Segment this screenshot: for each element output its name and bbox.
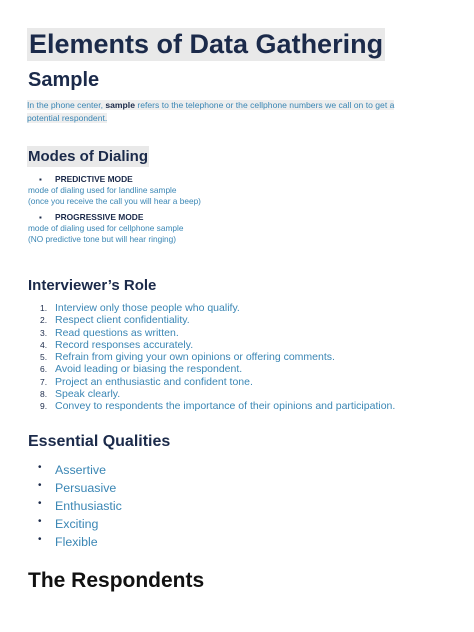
list-text: Refrain from giving your own opinions or offering comments.	[55, 351, 335, 364]
list-item	[28, 338, 448, 350]
list-text: Interview only those people who qualify.	[55, 302, 240, 314]
document-title: Elements of Data Gathering	[29, 29, 384, 59]
interviewer-role-list	[28, 301, 448, 412]
sample-text-after: refers to the telephone or the cellphone numbers we call on to get a potential respondent.	[27, 100, 395, 123]
list-number: 3.	[40, 327, 48, 338]
list-item	[28, 479, 328, 497]
list-item	[28, 515, 328, 533]
list-item	[28, 461, 328, 479]
list-number: 8.	[40, 389, 48, 400]
sample-text-before: In the phone center,	[27, 100, 106, 110]
list-number: 4.	[40, 339, 48, 350]
list-text: Convey to respondents the importance of their opinions and participation.	[55, 400, 396, 413]
list-item	[28, 533, 328, 551]
mode-note: (NO predictive tone but will hear ringing)	[28, 233, 177, 244]
list-item	[28, 375, 448, 387]
list-text: Enthusiastic	[55, 498, 122, 513]
list-text: Flexible	[55, 534, 98, 549]
list-item	[28, 326, 448, 338]
list-text: Exciting	[55, 516, 99, 531]
mode-title: ▪ PROGRESSIVE MODE	[28, 212, 448, 223]
mode-item-predictive	[28, 174, 448, 206]
modes-heading: Modes of Dialing	[28, 148, 148, 165]
list-text: Read questions as written.	[55, 326, 179, 339]
list-item	[28, 301, 448, 313]
bullet-icon: •	[38, 515, 42, 527]
list-number: 1.	[40, 303, 48, 313]
bullet-icon: •	[38, 462, 42, 473]
bullet-icon: •	[38, 533, 42, 545]
sample-paragraph	[27, 99, 429, 125]
list-number: 6.	[40, 364, 48, 375]
list-number: 9.	[40, 401, 48, 412]
mode-note: (once you receive the call you will hear a beep)	[28, 195, 201, 206]
list-text: Assertive	[55, 463, 106, 477]
list-text: Speak clearly.	[55, 388, 121, 401]
list-item	[28, 362, 448, 374]
sample-heading: Sample	[28, 69, 100, 91]
list-text: Persuasive	[55, 480, 117, 495]
list-text: Respect client confidentiality.	[55, 314, 190, 327]
list-item	[28, 313, 448, 325]
sample-bold-term: sample	[105, 100, 135, 110]
list-number: 2.	[40, 315, 48, 326]
essential-qualities-list	[28, 461, 328, 550]
mode-title: ▪ PREDICTIVE MODE	[28, 174, 448, 185]
mode-description: mode of dialing used for cellphone sample	[28, 223, 184, 233]
sample-paragraph-highlight	[27, 100, 394, 123]
list-item	[28, 399, 448, 411]
list-item	[28, 387, 448, 399]
bullet-icon: •	[38, 479, 42, 491]
list-text: Project an enthusiastic and confident tone.	[55, 375, 253, 388]
mode-item-progressive	[28, 212, 448, 244]
essential-qualities-heading: Essential Qualities	[28, 433, 171, 450]
list-number: 7.	[40, 376, 48, 387]
bullet-icon: •	[38, 497, 42, 509]
list-number: 5.	[40, 352, 48, 363]
list-item	[28, 497, 328, 515]
list-text: Avoid leading or biasing the respondent.	[55, 363, 243, 376]
respondents-heading: The Respondents	[28, 569, 205, 592]
mode-description: mode of dialing used for landline sample	[28, 185, 177, 195]
list-item	[28, 350, 448, 362]
list-text: Record responses accurately.	[55, 338, 194, 351]
interviewer-role-heading: Interviewer’s Role	[28, 277, 157, 294]
